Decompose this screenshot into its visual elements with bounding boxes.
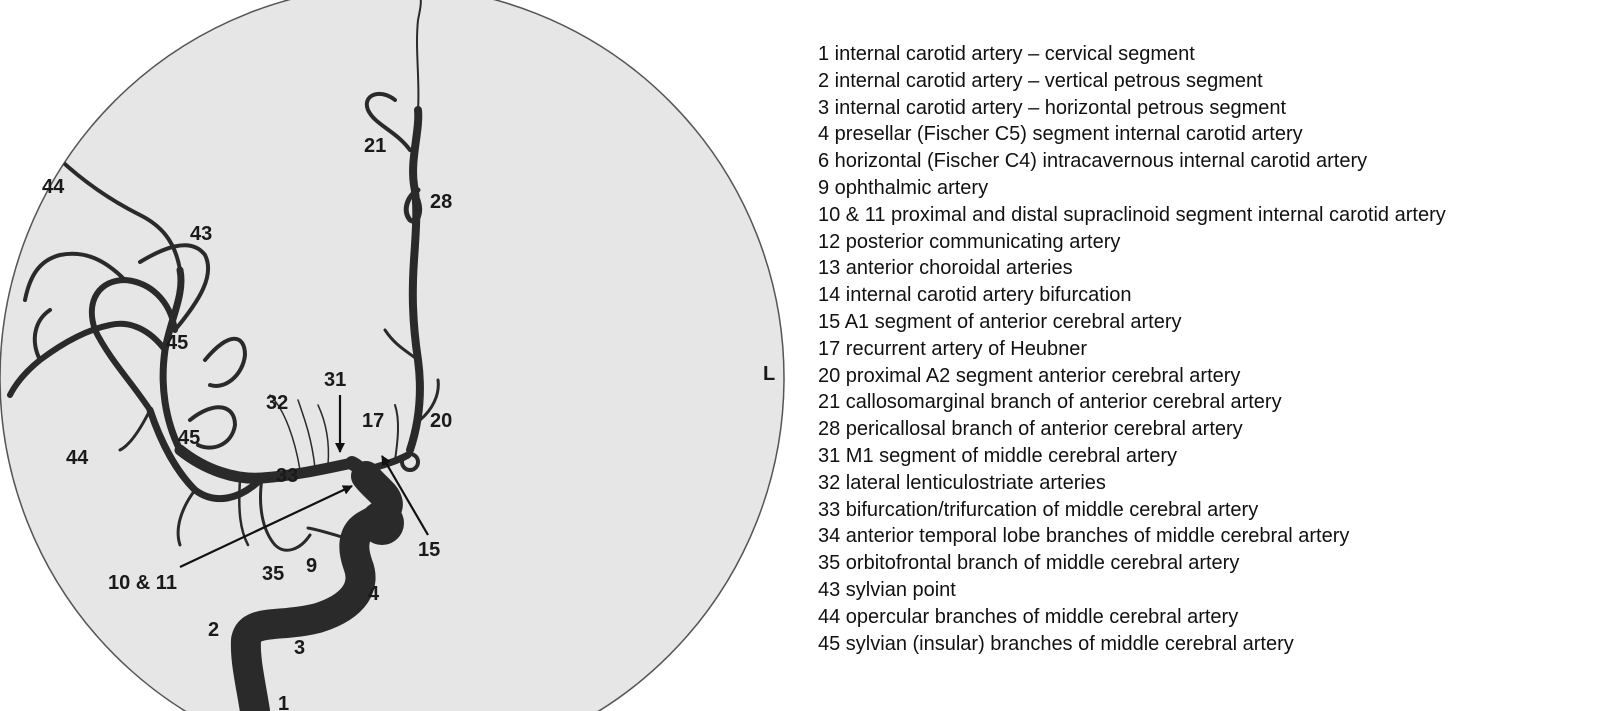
legend-item: 10 & 11 proximal and distal supraclinoid segment internal carotid artery [818, 203, 1446, 226]
legend-item: 45 sylvian (insular) branches of middle cerebral artery [818, 632, 1294, 655]
label-9: 9 [306, 555, 318, 577]
label-15: 15 [418, 539, 441, 561]
label-31: 31 [324, 369, 347, 391]
legend-item: 1 internal carotid artery – cervical segment [818, 43, 1195, 65]
legend-item: 34 anterior temporal lobe branches of middle cerebral artery [818, 525, 1350, 548]
legend-item: 32 lateral lenticulostriate arteries [818, 471, 1106, 494]
label-45-top: 45 [166, 332, 189, 354]
legend-item: 14 internal carotid artery bifurcation [818, 284, 1132, 307]
legend-item: 20 proximal A2 segment anterior cerebral artery [818, 364, 1241, 387]
legend-item: 3 internal carotid artery – horizontal petrous segment [818, 96, 1287, 119]
legend-item: 12 posterior communicating artery [818, 230, 1121, 253]
label-1: 1 [278, 693, 290, 711]
label-43: 43 [190, 223, 213, 245]
label-45-bottom: 45 [178, 427, 201, 449]
label-4: 4 [368, 583, 380, 605]
legend-item: 35 orbitofrontal branch of middle cerebral artery [818, 552, 1240, 575]
legend-item: 44 opercular branches of middle cerebral artery [818, 605, 1239, 628]
label-2: 2 [208, 619, 220, 641]
legend-item: 9 ophthalmic artery [818, 176, 989, 199]
label-32: 32 [266, 392, 289, 414]
label-20: 20 [430, 410, 453, 432]
legend-item: 2 internal carotid artery – vertical petrous segment [818, 69, 1263, 92]
legend-item: 28 pericallosal branch of anterior cerebral artery [818, 418, 1243, 441]
carotid-siphon-bulb [360, 501, 404, 545]
legend-item: 31 M1 segment of middle cerebral artery [818, 444, 1178, 467]
legend-item: 6 horizontal (Fischer C4) intracavernous internal carotid artery [818, 150, 1368, 173]
label-35: 35 [262, 563, 285, 585]
label-10-11: 10 & 11 [108, 572, 177, 594]
label-17: 17 [362, 410, 385, 432]
legend-list [818, 41, 1446, 657]
legend-item: 4 presellar (Fischer C5) segment internal carotid artery [818, 123, 1303, 146]
label-44-bottom: 44 [66, 447, 89, 469]
legend-item: 43 sylvian point [818, 578, 956, 601]
legend-item: 15 A1 segment of anterior cerebral artery [818, 310, 1182, 333]
angiogram-film-disc [0, 0, 784, 711]
legend-item: 13 anterior choroidal arteries [818, 257, 1073, 280]
label-21: 21 [364, 135, 387, 157]
legend-item: 33 bifurcation/trifurcation of middle cerebral artery [818, 498, 1259, 521]
label-28: 28 [430, 191, 453, 213]
label-33: 33 [276, 465, 299, 487]
label-44-top: 44 [42, 176, 65, 198]
legend-item: 21 callosomarginal branch of anterior cerebral artery [818, 391, 1282, 414]
label-3: 3 [294, 637, 306, 659]
legend-item: 17 recurrent artery of Heubner [818, 337, 1088, 360]
orientation-mark: L [763, 363, 776, 385]
